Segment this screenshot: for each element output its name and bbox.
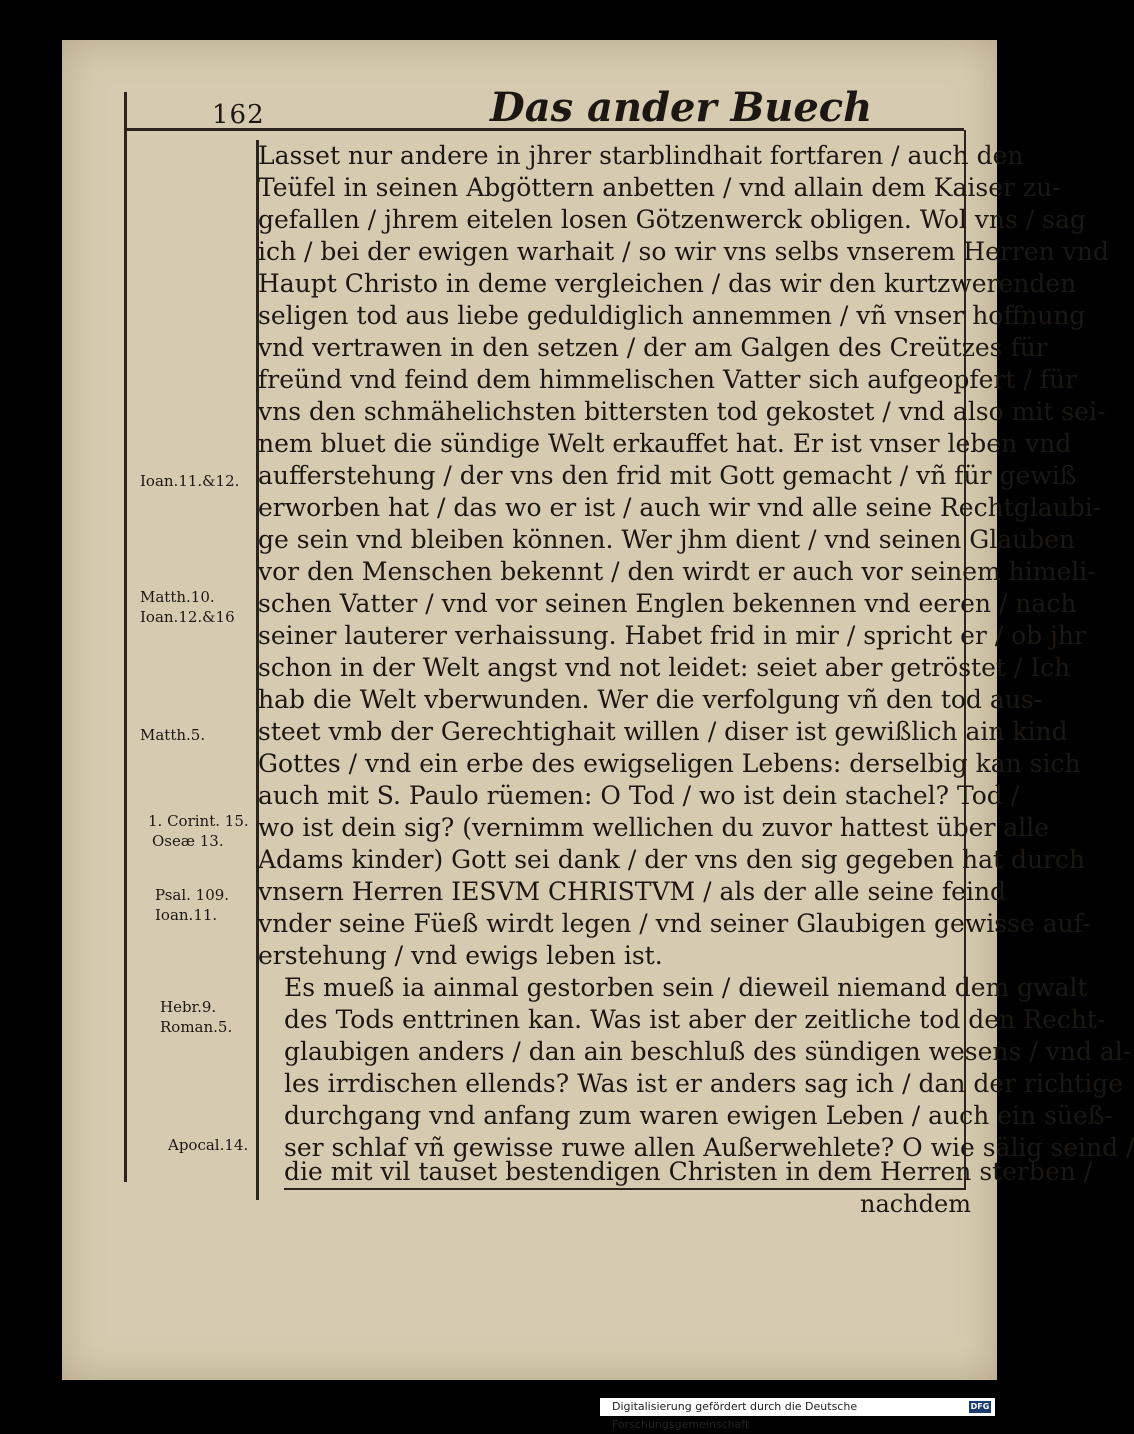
text-line: die mit vil tauset bestendigen Christen in dem Herren sterben / (284, 1157, 1093, 1186)
text-line: Gottes / vnd ein erbe des ewigseligen Lebens: derselbig kan sich (258, 749, 1081, 778)
text-line: vnsern Herren IESVM CHRISTVM / als der alle seine feind (258, 877, 1007, 906)
marginal-note: Ioan.11. (155, 906, 218, 924)
running-head: Das ander Buech (490, 84, 873, 131)
marginal-note: Roman.5. (160, 1018, 233, 1036)
text-line: freünd vnd feind dem himmelischen Vatter sich aufgeopfert / für (258, 365, 1078, 394)
marginal-note: Ioan.12.&16 (140, 608, 235, 626)
text-line: nem bluet die sündige Welt erkauffet hat. Er ist vnser leben vnd (258, 429, 1072, 458)
text-line: ich / bei der ewigen warhait / so wir vns selbs vnserem Herren vnd (258, 237, 1109, 266)
text-line: ser schlaf vñ gewisse ruwe allen Außerwehlete? O wie sälig seind / (284, 1133, 1134, 1162)
marginal-note: 1. Corint. 15. (148, 812, 249, 830)
text-line: Es mueß ia ainmal gestorben sein / dieweil niemand dem gwalt (284, 973, 1088, 1002)
text-line: seiner lauterer verhaissung. Habet frid in mir / spricht er / ob jhr (258, 621, 1086, 650)
text-line: les irrdischen ellends? Was ist er anders sag ich / dan der richtige (284, 1069, 1123, 1098)
text-line: vnd vertrawen in den setzen / der am Galgen des Creützes für (258, 333, 1048, 362)
text-line: ge sein vnd bleiben können. Wer jhm dient / vnd seinen Glauben (258, 525, 1076, 554)
text-line: des Tods enttrinen kan. Was ist aber der zeitliche tod den Recht- (284, 1005, 1106, 1034)
text-line: glaubigen anders / dan ain beschluß des sündigen wesens / vnd al- (284, 1037, 1132, 1066)
text-line: Adams kinder) Gott sei dank / der vns den sig gegeben hat durch (258, 845, 1086, 874)
page-number: 162 (212, 100, 265, 130)
text-line: Teüfel in seinen Abgöttern anbetten / vnd allain dem Kaiser zu- (258, 173, 1061, 202)
text-line: gefallen / jhrem eitelen losen Götzenwerck obligen. Wol vns / sag (258, 205, 1086, 234)
text-line: hab die Welt vberwunden. Wer die verfolgung vñ den tod aus- (258, 685, 1043, 714)
catchword: nachdem (860, 1190, 971, 1218)
text-line: schen Vatter / vnd vor seinen Englen bekennen vnd eeren / nach (258, 589, 1077, 618)
text-line: erworben hat / das wo er ist / auch wir vnd alle seine Rechtglaubi- (258, 493, 1102, 522)
left-margin-rule (124, 92, 127, 1182)
text-line: Haupt Christo in deme vergleichen / das wir den kurtzwerenden (258, 269, 1077, 298)
marginal-note: Oseæ 13. (152, 832, 224, 850)
text-line: seligen tod aus liebe geduldiglich annemmen / vñ vnser hoffnung (258, 301, 1086, 330)
text-line: Lasset nur andere in jhrer starblindhait fortfaren / auch den (258, 141, 1024, 170)
text-line: durchgang vnd anfang zum waren ewigen Leben / auch ein süeß- (284, 1101, 1113, 1130)
text-line: erstehung / vnd ewigs leben ist. (258, 941, 663, 970)
marginal-note: Hebr.9. (160, 998, 217, 1016)
text-line: aufferstehung / der vns den frid mit Gott gemacht / vñ für gewiß (258, 461, 1077, 490)
marginal-note: Apocal.14. (168, 1136, 249, 1154)
text-line: wo ist dein sig? (vernimm wellichen du zuvor hattest über alle (258, 813, 1050, 842)
footer-text: Digitalisierung gefördert durch die Deutsche Forschungsgemeinschaft (612, 1400, 858, 1431)
dfg-logo: DFG (970, 1402, 990, 1411)
text-line: steet vmb der Gerechtighait willen / diser ist gewißlich ain kind (258, 717, 1068, 746)
text-line: auch mit S. Paulo rüemen: O Tod / wo ist dein stachel? Tod / (258, 781, 1020, 810)
text-line: schon in der Welt angst vnd not leidet: seiet aber getröstet / Ich (258, 653, 1071, 682)
text-line: vns den schmähelichsten bittersten tod gekostet / vnd also mit sei- (258, 397, 1106, 426)
marginal-note: Matth.10. (140, 588, 215, 606)
marginal-note: Ioan.11.&12. (140, 472, 240, 490)
text-line: vnder seine Füeß wirdt legen / vnd seiner Glaubigen gewisse auf- (258, 909, 1091, 938)
marginal-note: Matth.5. (140, 726, 206, 744)
marginal-note: Psal. 109. (155, 886, 230, 904)
text-line: vor den Menschen bekennt / den wirdt er auch vor seinem himeli- (258, 557, 1096, 586)
digitization-footer (600, 1398, 995, 1431)
